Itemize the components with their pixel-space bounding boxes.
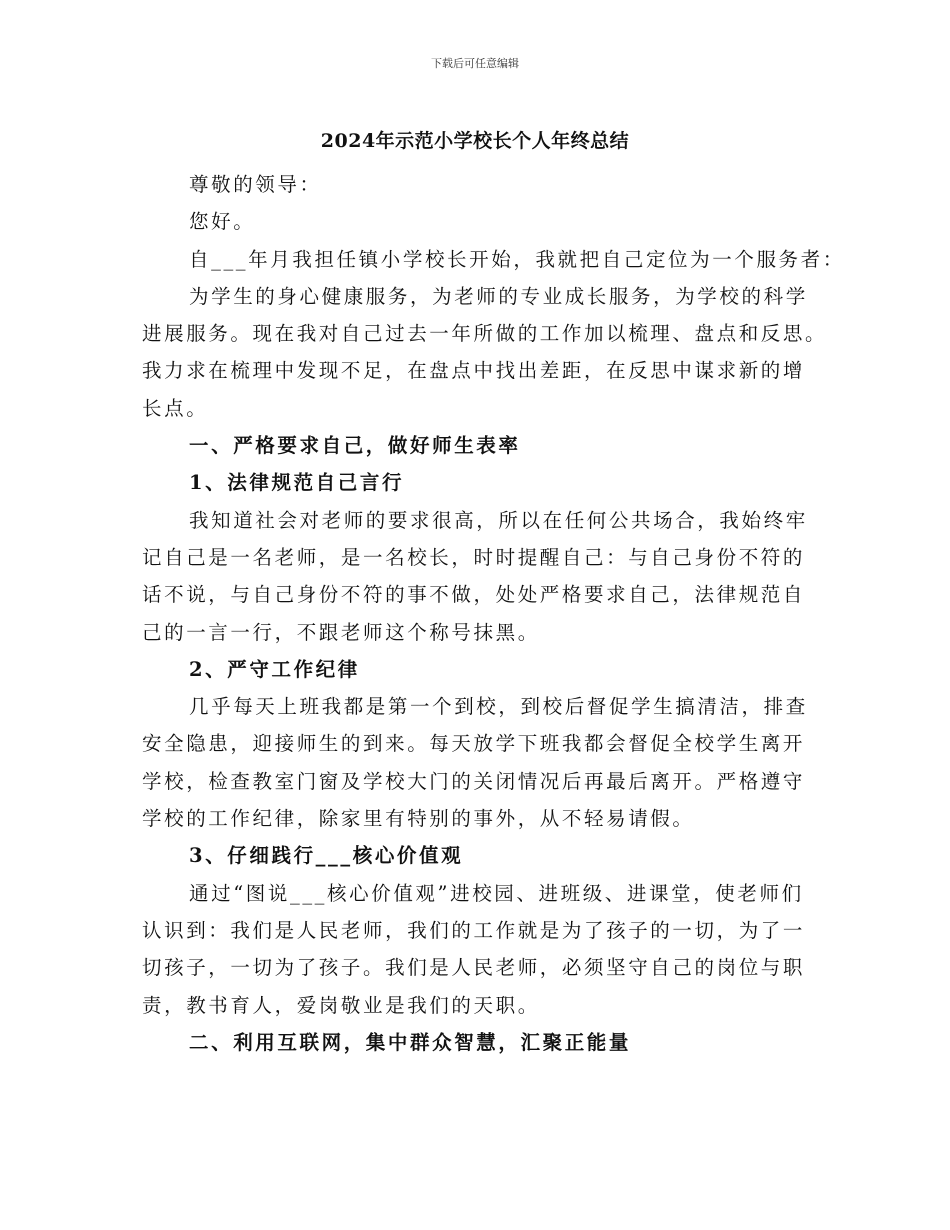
paragraph-line: 长点。 <box>142 396 209 420</box>
section-heading: 2、严守工作纪律 <box>189 657 360 681</box>
paragraph-line: 切孩子，一切为了孩子。我们是人民老师，必须坚守自己的岗位与职 <box>142 956 806 980</box>
paragraph-line: 记自己是一名老师，是一名校长，时时提醒自己：与自己身份不符的 <box>142 545 806 569</box>
paragraph-line: 通过“图说___核心价值观”进校园、进班级、进课堂，使老师们 <box>189 881 804 905</box>
paragraph-line: 认识到：我们是人民老师，我们的工作就是为了孩子的一切，为了一 <box>142 918 806 942</box>
paragraph-line: 学校，检查教室门窗及学校大门的关闭情况后再最后离开。严格遵守 <box>142 769 806 793</box>
paragraph-line: 己的一言一行，不跟老师这个称号抹黑。 <box>142 620 540 644</box>
paragraph-line: 责，教书育人，爱岗敬业是我们的天职。 <box>142 993 540 1017</box>
paragraph-line: 我知道社会对老师的要求很高，所以在任何公共场合，我始终牢 <box>189 508 808 532</box>
paragraph-line: 自___年月我担任镇小学校长开始，我就把自己定位为一个服务者： <box>189 247 845 271</box>
paragraph-line: 尊敬的领导： <box>189 173 322 196</box>
paragraph-line: 话不说，与自己身份不符的事不做，处处严格要求自己，法律规范自 <box>142 583 806 607</box>
paragraph-line: 为学生的身心健康服务，为老师的专业成长服务，为学校的科学 <box>189 284 808 308</box>
paragraph-line: 安全隐患，迎接师生的到来。每天放学下班我都会督促全校学生离开 <box>142 732 806 756</box>
paragraph-line: 您好。 <box>189 210 256 234</box>
section-heading: 1、法律规范自己言行 <box>189 471 405 495</box>
paragraph-line: 进展服务。现在我对自己过去一年所做的工作加以梳理、盘点和反思。 <box>142 322 828 346</box>
page-title: 2024年示范小学校长个人年终总结 <box>320 130 630 152</box>
header-note: 下载后可任意编辑 <box>431 57 519 70</box>
paragraph-line: 几乎每天上班我都是第一个到校，到校后督促学生搞清洁，排查 <box>189 695 808 719</box>
paragraph-line: 我力求在梳理中发现不足，在盘点中找出差距，在反思中谋求新的增 <box>142 359 806 383</box>
paragraph-line: 学校的工作纪律，除家里有特别的事外，从不轻易请假。 <box>142 807 695 831</box>
section-heading: 二、利用互联网，集中群众智慧，汇聚正能量 <box>189 1030 632 1054</box>
section-heading: 3、仔细践行___核心价值观 <box>189 844 464 868</box>
document-body <box>142 166 845 1061</box>
section-heading: 一、严格要求自己，做好师生表率 <box>189 434 521 458</box>
